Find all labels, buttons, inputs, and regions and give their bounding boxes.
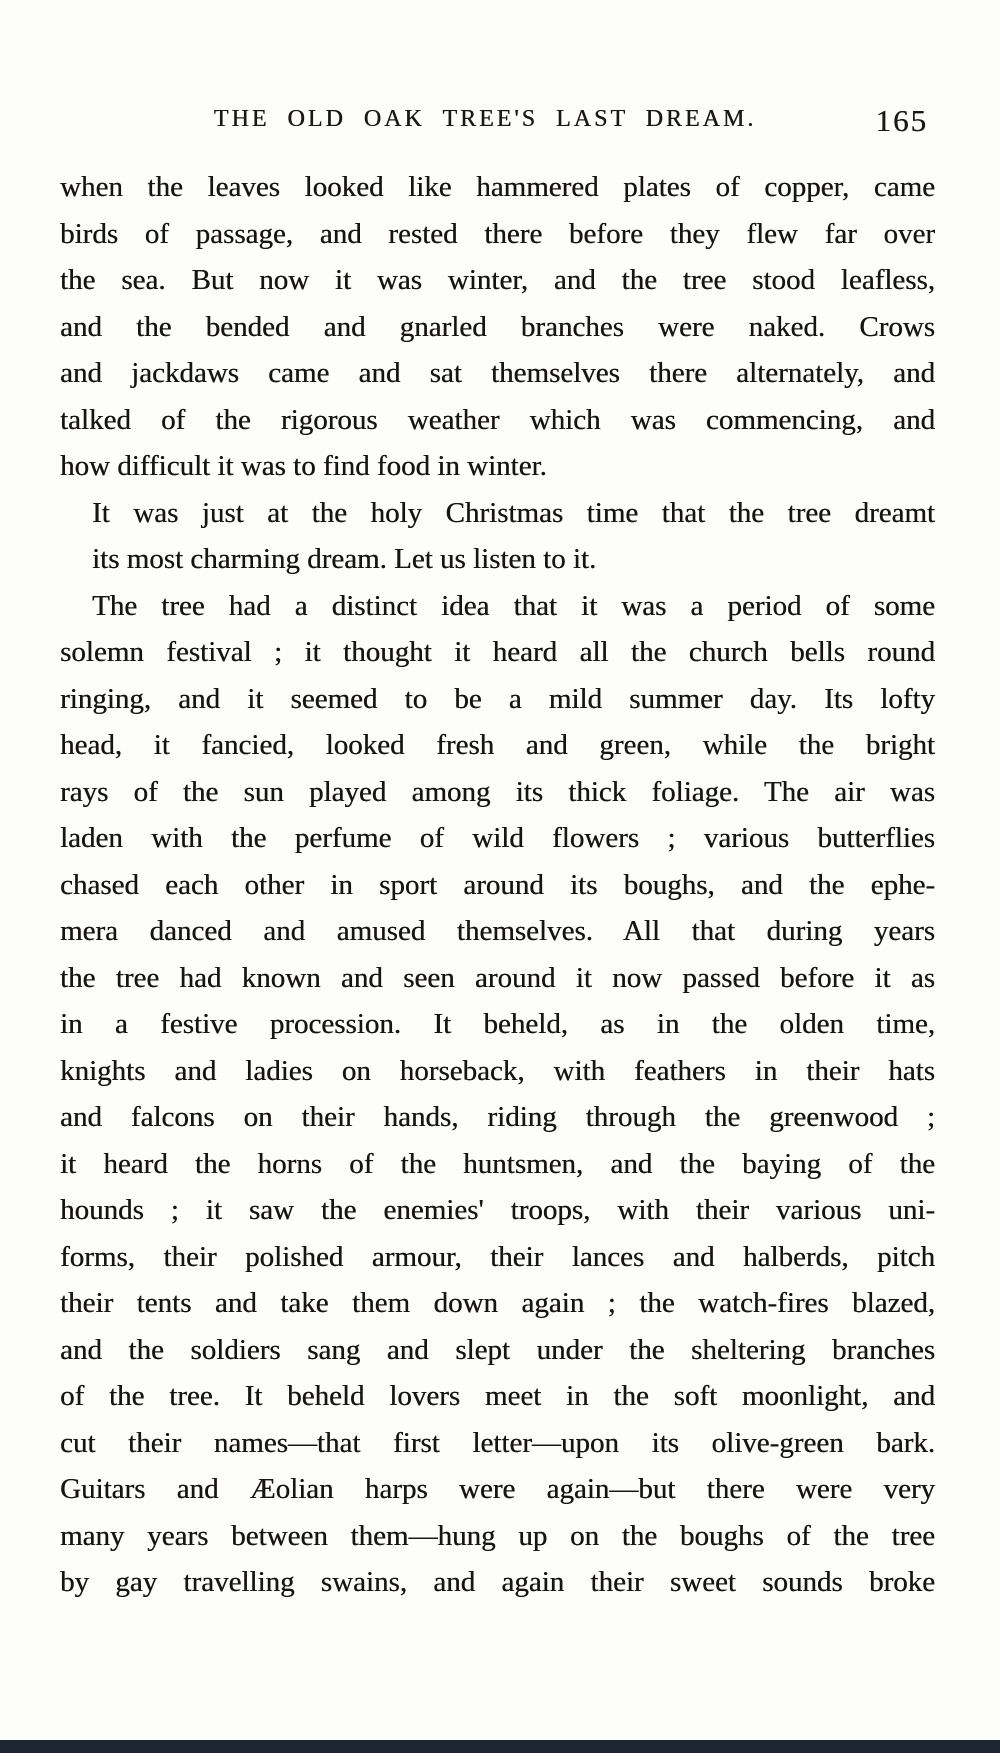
text-line: many years between them—hung up on the boughs of the tree (60, 1519, 935, 1552)
running-head (60, 103, 935, 137)
text-line: and the bended and gnarled branches were naked. Crows (60, 310, 935, 343)
body-text (60, 164, 935, 1606)
page-title: THE OLD OAK TREE'S LAST DREAM. (213, 106, 757, 132)
text-line: solemn festival ; it thought it heard all the church bells round (60, 636, 935, 668)
text-line: hounds ; it saw the enemies' troops, with their various uni- (60, 1194, 935, 1226)
text-line: Guitars and Æolian harps were again—but there were very (60, 1473, 935, 1505)
text-line: rays of the sun played among its thick foliage. The air was (60, 775, 935, 808)
text-line: how difficult it was to find food in winter. (60, 450, 547, 482)
text-line: It was just at the holy Christmas time that the tree dreamt (92, 496, 935, 529)
text-line: mera danced and amused themselves. All that during years (60, 915, 935, 947)
text-line: ringing, and it seemed to be a mild summer day. Its lofty (60, 682, 935, 715)
text-line: The tree had a distinct idea that it was a period of some (92, 589, 935, 622)
text-line: talked of the rigorous weather which was commencing, and (60, 403, 935, 436)
text-line: cut their names—that first letter—upon its olive-green bark. (60, 1426, 935, 1459)
page-number: 165 (875, 103, 928, 138)
text-line: when the leaves looked like hammered plates of copper, came (60, 171, 935, 203)
text-line: chased each other in sport around its boughs, and the ephe- (60, 868, 935, 901)
text-line: of the tree. It beheld lovers meet in the soft moonlight, and (60, 1380, 935, 1412)
text-line: the sea. But now it was winter, and the tree stood leafless, (60, 264, 935, 296)
text-line: and jackdaws came and sat themselves there alternately, and (60, 357, 935, 389)
text-line: its most charming dream. Let us listen to it. (92, 543, 597, 575)
text-line: head, it fancied, looked fresh and green, while the bright (60, 729, 935, 761)
text-line: by gay travelling swains, and again their sweet sounds broke (60, 1566, 935, 1598)
text-line: their tents and take them down again ; the watch-fires blazed, (60, 1287, 935, 1319)
text-line: knights and ladies on horseback, with feathers in their hats (60, 1054, 935, 1087)
text-line: the tree had known and seen around it now passed before it as (60, 961, 935, 994)
text-line: birds of passage, and rested there before they flew far over (60, 217, 935, 250)
text-line: forms, their polished armour, their lances and halberds, pitch (60, 1240, 935, 1273)
text-line: and the soldiers sang and slept under the sheltering branches (60, 1333, 935, 1366)
text-line: in a festive procession. It beheld, as in the olden time, (60, 1008, 935, 1040)
text-line: and falcons on their hands, riding through the greenwood ; (60, 1101, 935, 1133)
scan-edge-shadow (0, 1740, 1000, 1753)
text-line: it heard the horns of the huntsmen, and the baying of the (60, 1147, 935, 1180)
text-line: laden with the perfume of wild flowers ; various butterflies (60, 822, 935, 854)
